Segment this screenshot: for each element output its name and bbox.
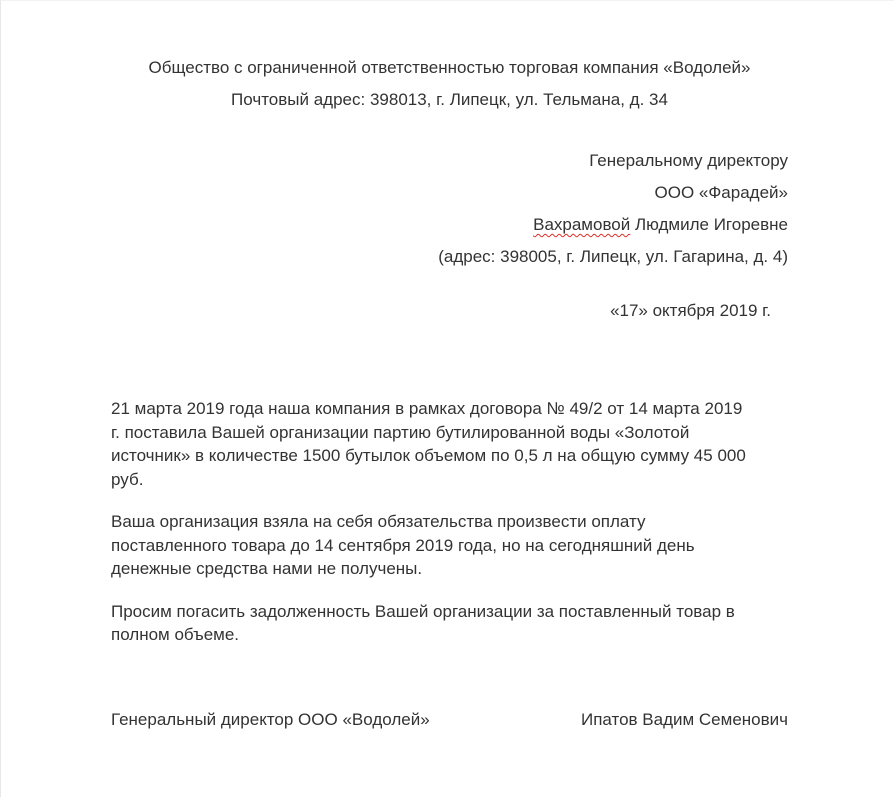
letter-content [111,52,788,732]
body-line: Ваша организация взяла на себя обязательства произвести оплату [111,512,646,531]
body-line: поставленного товара до 14 сентября 2019 года, но на сегодняшний день [111,535,695,555]
recipient-position-line: Генеральному директору [589,151,788,170]
body-line: источник» в количестве 1500 бутылок объемом по 0,5 л на общую сумму 45 000 [111,446,746,465]
recipient-surname-misspelled: Вахрамовой [533,215,631,234]
letter-body [111,397,788,647]
body-line: Просим погасить задолженность Вашей организации за поставленный товар в [111,601,735,621]
body-paragraph-delivery [111,397,788,491]
body-line: 21 марта 2019 года наша компания в рамках договора № 49/2 от 14 марта 2019 [111,399,743,418]
sender-postal-address-line: Почтовый адрес: 398013, г. Липецк, ул. Тельмана, д. 34 [231,90,668,109]
recipient-name-rest: Людмиле Игоревне [630,215,788,234]
recipient-address-line: (адрес: 398005, г. Липецк, ул. Гагарина, д. 4) [438,247,788,266]
signature-name: Ипатов Вадим Семенович [580,709,788,729]
body-line: денежные средства нами не получены. [111,559,423,578]
recipient-block [111,145,788,273]
signature-row [111,708,788,732]
body-line: полном объеме. [111,625,240,644]
sender-company-line: Общество с ограниченной ответственностью торговая компания «Водолей» [148,58,751,77]
body-line: г. поставила Вашей организации партию бутилированной воды «Золотой [111,422,690,442]
body-line: руб. [111,469,144,489]
recipient-name-line [111,209,788,241]
recipient-company-line: ООО «Фарадей» [654,183,788,202]
body-paragraph-obligation [111,510,788,581]
sender-header [111,52,788,116]
body-paragraph-request [111,600,788,647]
letter-date: «17» октября 2019 г. [610,301,771,320]
signature-position: Генеральный директор ООО «Водолей» [111,709,430,729]
